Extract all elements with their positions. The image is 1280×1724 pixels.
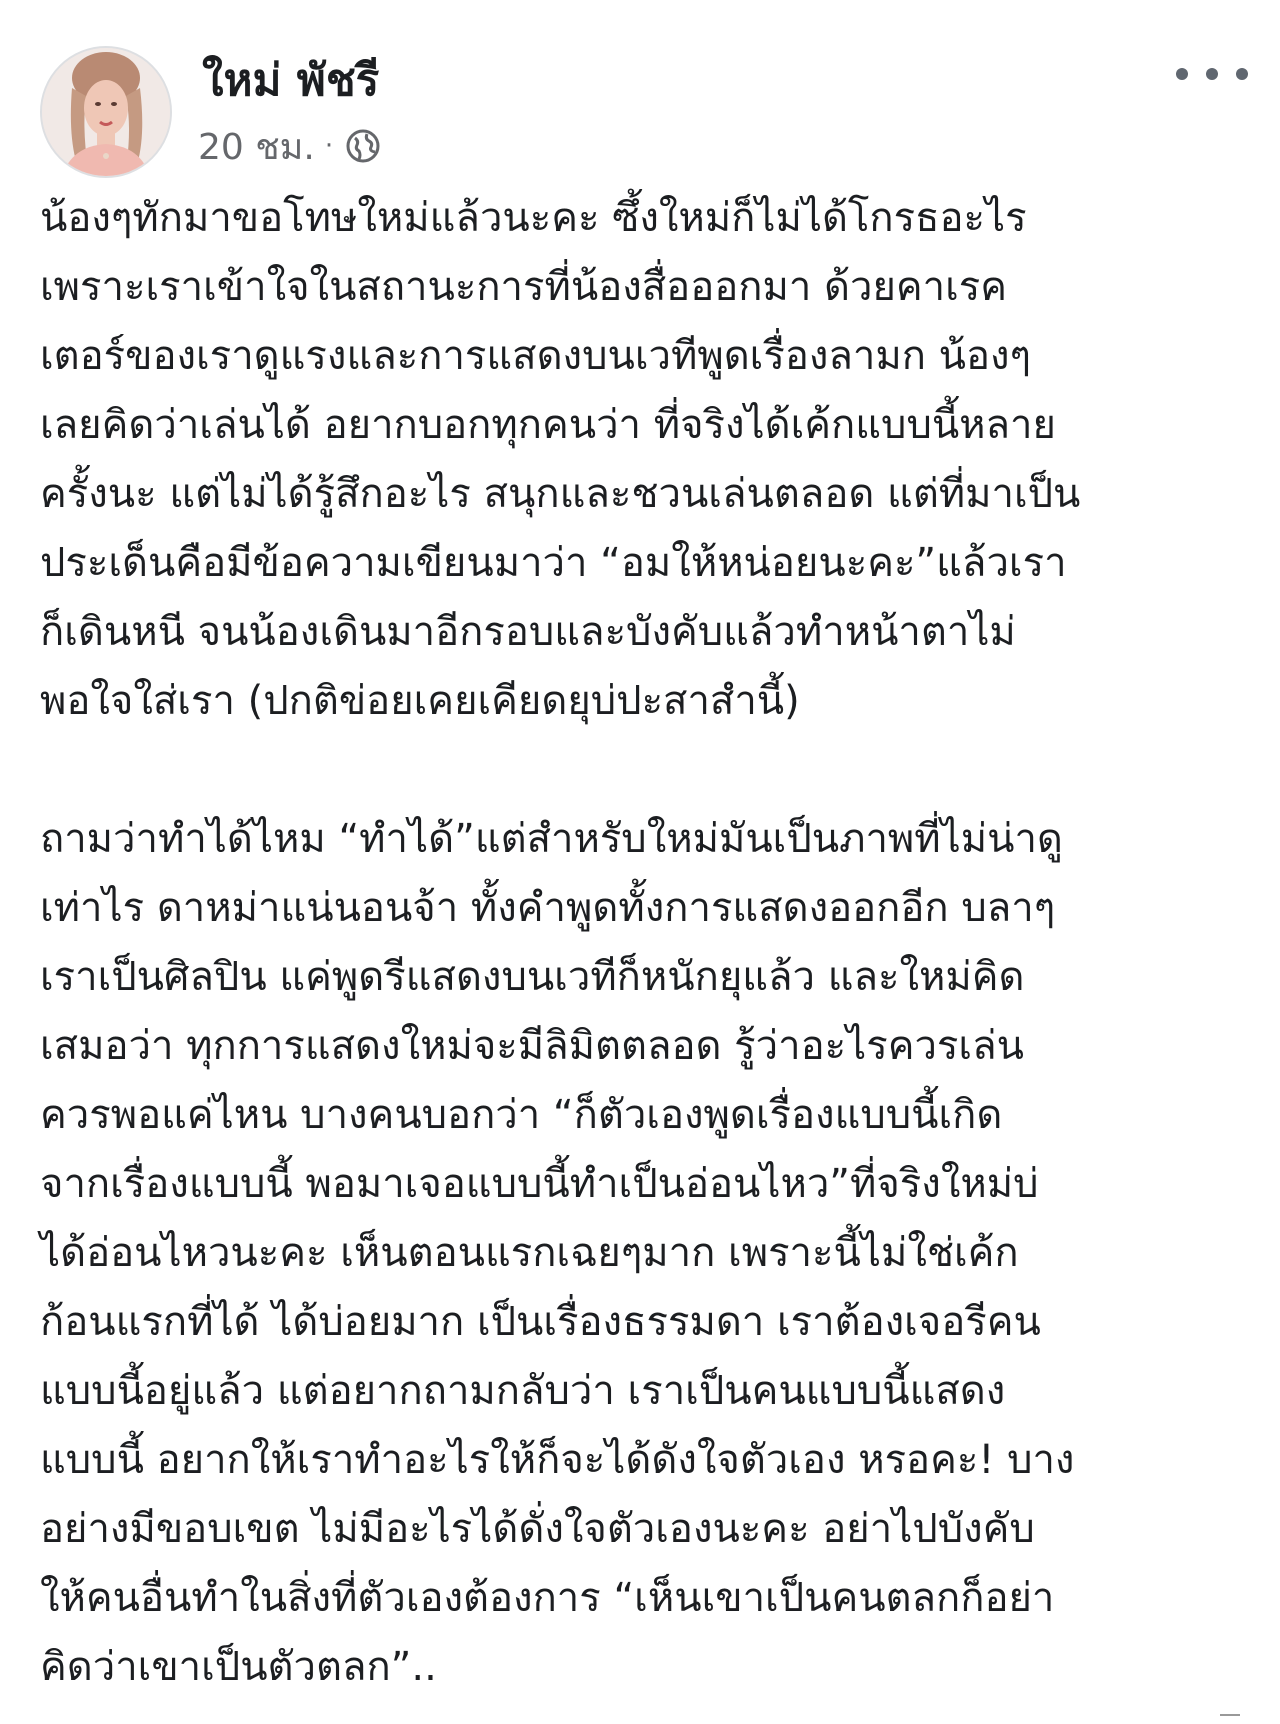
post-text-line: พอใจใส่เรา (ปกติข่อยเคยเคียดยุบ่ปะสาสำนี้) <box>40 678 800 724</box>
post-text-line: เท่าไร ดาหม่าแน่นอนจ้า ทั้งคำพูดทั้งการแสดงออกอีก บลาๆ <box>40 885 1056 931</box>
post-text-line: ประเด็นคือมีข้อความเขียนมาว่า “อมให้หน่อยนะคะ”แล้วเรา <box>40 540 1067 586</box>
post-text-line: เราเป็นศิลปิน แค่พูดรีแสดงบนเวทีก็หนักยุแล้ว และใหม่คิด <box>40 954 1025 1000</box>
post-text-line: ครั้งนะ แต่ไม่ได้รู้สึกอะไร สนุกและชวนเล่นตลอด แต่ที่มาเป็น <box>40 471 1081 517</box>
globe-icon[interactable] <box>345 128 381 164</box>
more-options-icon <box>1176 68 1188 80</box>
post-text-line: น้องๆทักมาขอโทษใหม่แล้วนะคะ ซึ้งใหม่ก็ไม่ได้โกรธอะไร <box>40 195 1027 241</box>
more-options-icon-dot <box>1206 68 1218 80</box>
post-text-line: จากเรื่องแบบนี้ พอมาเจอแบบนี้ทำเป็นอ่อนไหว”ที่จริงใหม่บ่ <box>40 1161 1039 1207</box>
post-text-line: แบบนี้ อยากให้เราทำอะไรให้ก็จะได้ดังใจตัวเอง หรอคะ! บาง <box>40 1437 1075 1483</box>
post-text-line: ก็เดินหนี จนน้องเดินมาอีกรอบและบังคับแล้วทำหน้าตาไม่ <box>40 609 1016 655</box>
post-text-line: เลยคิดว่าเล่นได้ อยากบอกทุกคนว่า ที่จริงได้เค้กแบบนี้หลาย <box>40 402 1056 448</box>
post-text-line: เสมอว่า ทุกการแสดงใหม่จะมีลิมิตตลอด รู้ว่าอะไรควรเล่น <box>40 1023 1024 1069</box>
post-text-line: ได้อ่อนไหวนะคะ เห็นตอนแรกเฉยๆมาก เพราะนี้ไม่ใช่เค้ก <box>40 1230 1019 1276</box>
meta-separator: · <box>324 131 334 161</box>
post-text-line: ก้อนแรกที่ได้ ได้บ่อยมาก เป็นเรื่องธรรมดา เราต้องเจอรีคน <box>40 1299 1041 1345</box>
post-text-line: คิดว่าเขาเป็นตัวตลก”.. <box>40 1644 437 1690</box>
post-text-line: ให้คนอื่นทำในสิ่งที่ตัวเองต้องการ “เห็นเขาเป็นคนตลกก็อย่า <box>40 1575 1055 1621</box>
post-text-line: อย่างมีขอบเขต ไม่มีอะไรได้ดั่งใจตัวเองนะคะ อย่าไปบังคับ <box>40 1506 1035 1552</box>
avatar-image <box>42 48 170 176</box>
more-options-button[interactable] <box>1176 54 1248 94</box>
post-text-line: เตอร์ของเราดูแรงและการแสดงบนเวทีพูดเรื่องลามก น้องๆ <box>40 333 1032 379</box>
post-text <box>40 184 1255 1702</box>
post-meta <box>198 120 381 172</box>
post-text-line: แบบนี้อยู่แล้ว แต่อยากถามกลับว่า เราเป็นคนแบบนี้แสดง <box>40 1368 1006 1414</box>
post-text-line: ถามว่าทำได้ไหม “ทำได้”แต่สำหรับใหม่มันเป็นภาพที่ไม่น่าดู <box>40 816 1063 862</box>
post-timestamp[interactable]: 20 ชม. <box>198 126 315 168</box>
avatar[interactable] <box>40 46 172 178</box>
post-header <box>40 40 1250 180</box>
author-name[interactable]: ใหม่ พัชรี <box>202 55 380 106</box>
post-text-line: ควรพอแค่ไหน บางคนบอกว่า “ก็ตัวเองพูดเรื่องแบบนี้เกิด <box>40 1092 1003 1138</box>
more-options-icon-dot <box>1236 68 1248 80</box>
cropped-edge-mark <box>1220 1714 1240 1724</box>
post-text-line: เพราะเราเข้าใจในสถานะการที่น้องสื่อออกมา ด้วยคาเรค <box>40 264 1008 310</box>
